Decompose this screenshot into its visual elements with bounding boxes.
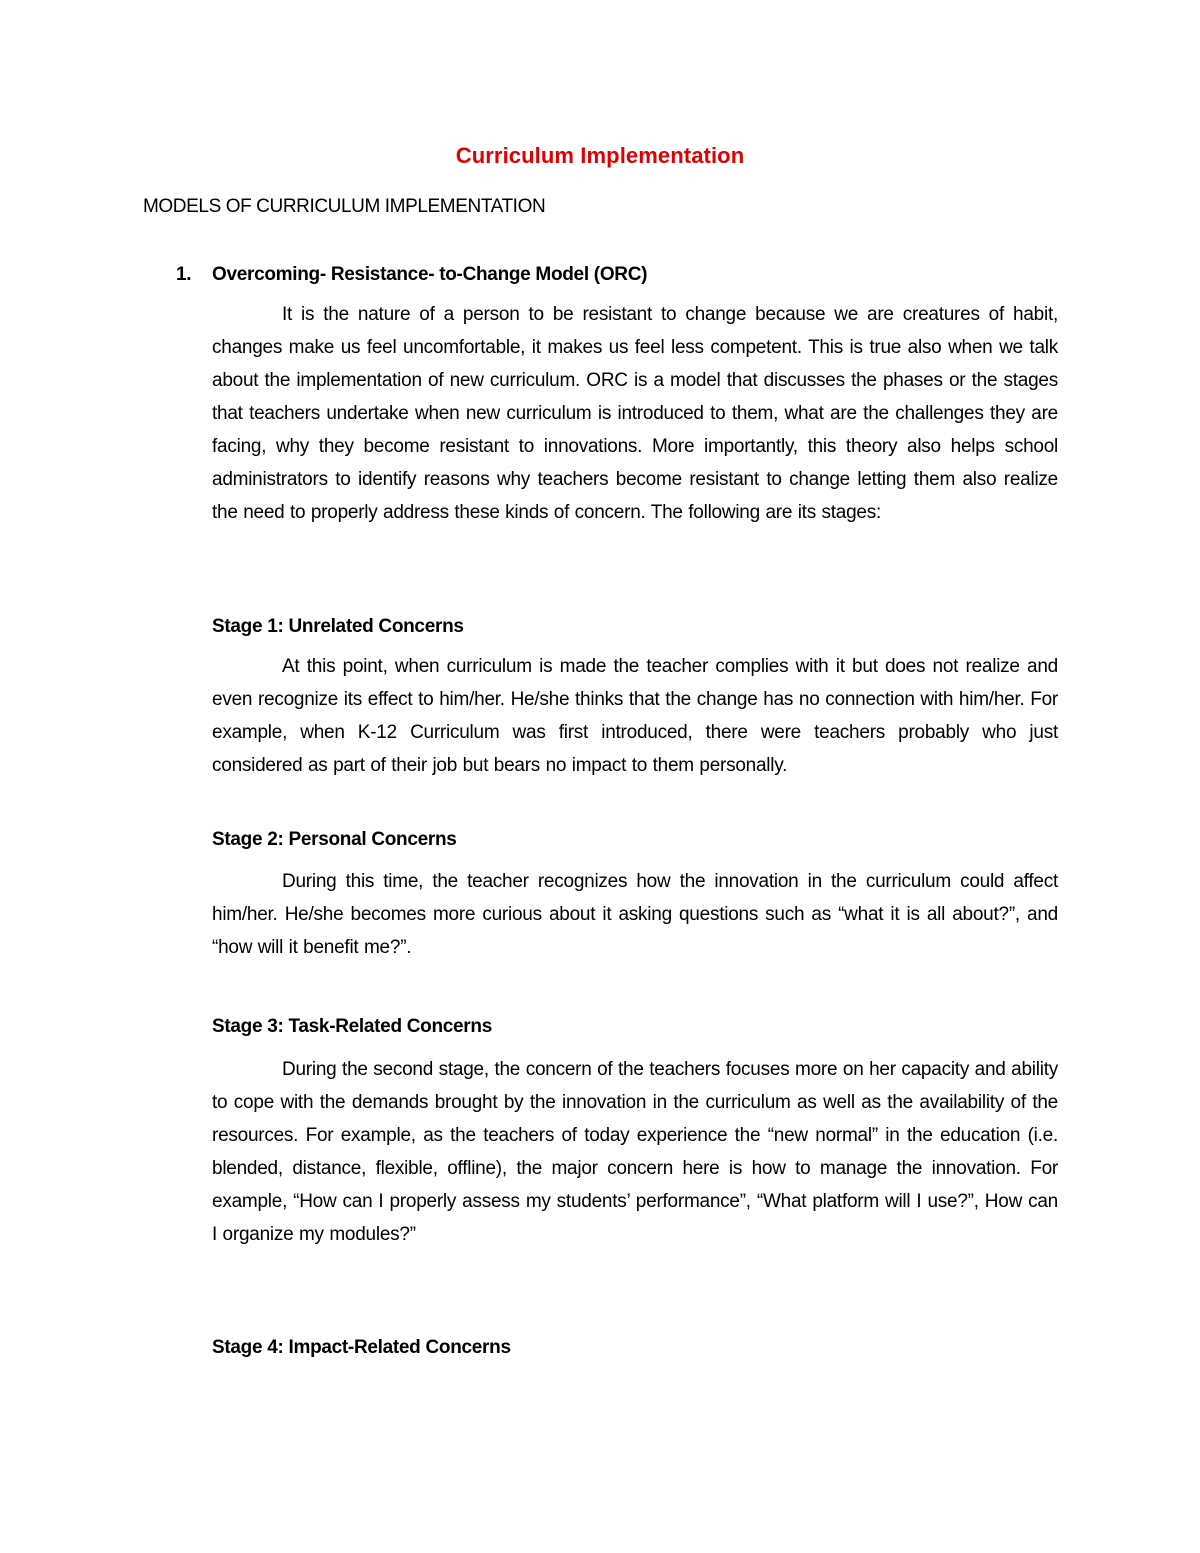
stage-1-paragraph: At this point, when curriculum is made the teacher complies with it but does not realize and even recognize its effect to him/her. He/she thinks that the change has no connection with him/her. For example, when K-12 Curriculum was first introduced, there were teachers probably who just considered as part of their job but bears no impact to them personally.	[212, 656, 1058, 776]
model-heading	[176, 264, 647, 286]
section-heading: MODELS OF CURRICULUM IMPLEMENTATION	[143, 196, 546, 217]
stage-3-heading: Stage 3: Task-Related Concerns	[212, 1016, 492, 1037]
stage-2-paragraph: During this time, the teacher recognizes how the innovation in the curriculum could affect him/her. He/she becomes more curious about it asking questions such as “what it is all about?”, and “how will it benefit me?”.	[212, 871, 1058, 958]
document-title: Curriculum Implementation	[455, 143, 745, 168]
model-intro-paragraph: It is the nature of a person to be resistant to change because we are creatures of habit, changes make us feel uncomfortable, it makes us feel less competent. This is true also when we talk about the implementation of new curriculum. ORC is a model that discusses the phases or the stages that teachers undertake when new curriculum is introduced to them, what are the challenges they are facing, why they become resistant to innovations. More importantly, this theory also helps school administrators to identify reasons why teachers become resistant to change letting them also realize the need to properly address these kinds of concern. The following are its stages:	[212, 304, 1058, 523]
stage-1-heading: Stage 1: Unrelated Concerns	[212, 616, 464, 637]
stage-4-heading: Stage 4: Impact-Related Concerns	[212, 1337, 511, 1358]
model-number: 1.	[176, 264, 192, 285]
stage-3-paragraph: During the second stage, the concern of the teachers focuses more on her capacity and ability to cope with the demands brought by the innovation in the curriculum as well as the availability of the resources. For example, as the teachers of today experience the “new normal” in the education (i.e. blended, distance, flexible, offline), the major concern here is how to manage the innovation. For example, “How can I properly assess my students’ performance”, “What platform will I use?”, How can I organize my modules?”	[212, 1059, 1058, 1245]
stage-2-heading: Stage 2: Personal Concerns	[212, 829, 457, 850]
model-title: Overcoming- Resistance- to-Change Model (ORC)	[212, 264, 648, 285]
